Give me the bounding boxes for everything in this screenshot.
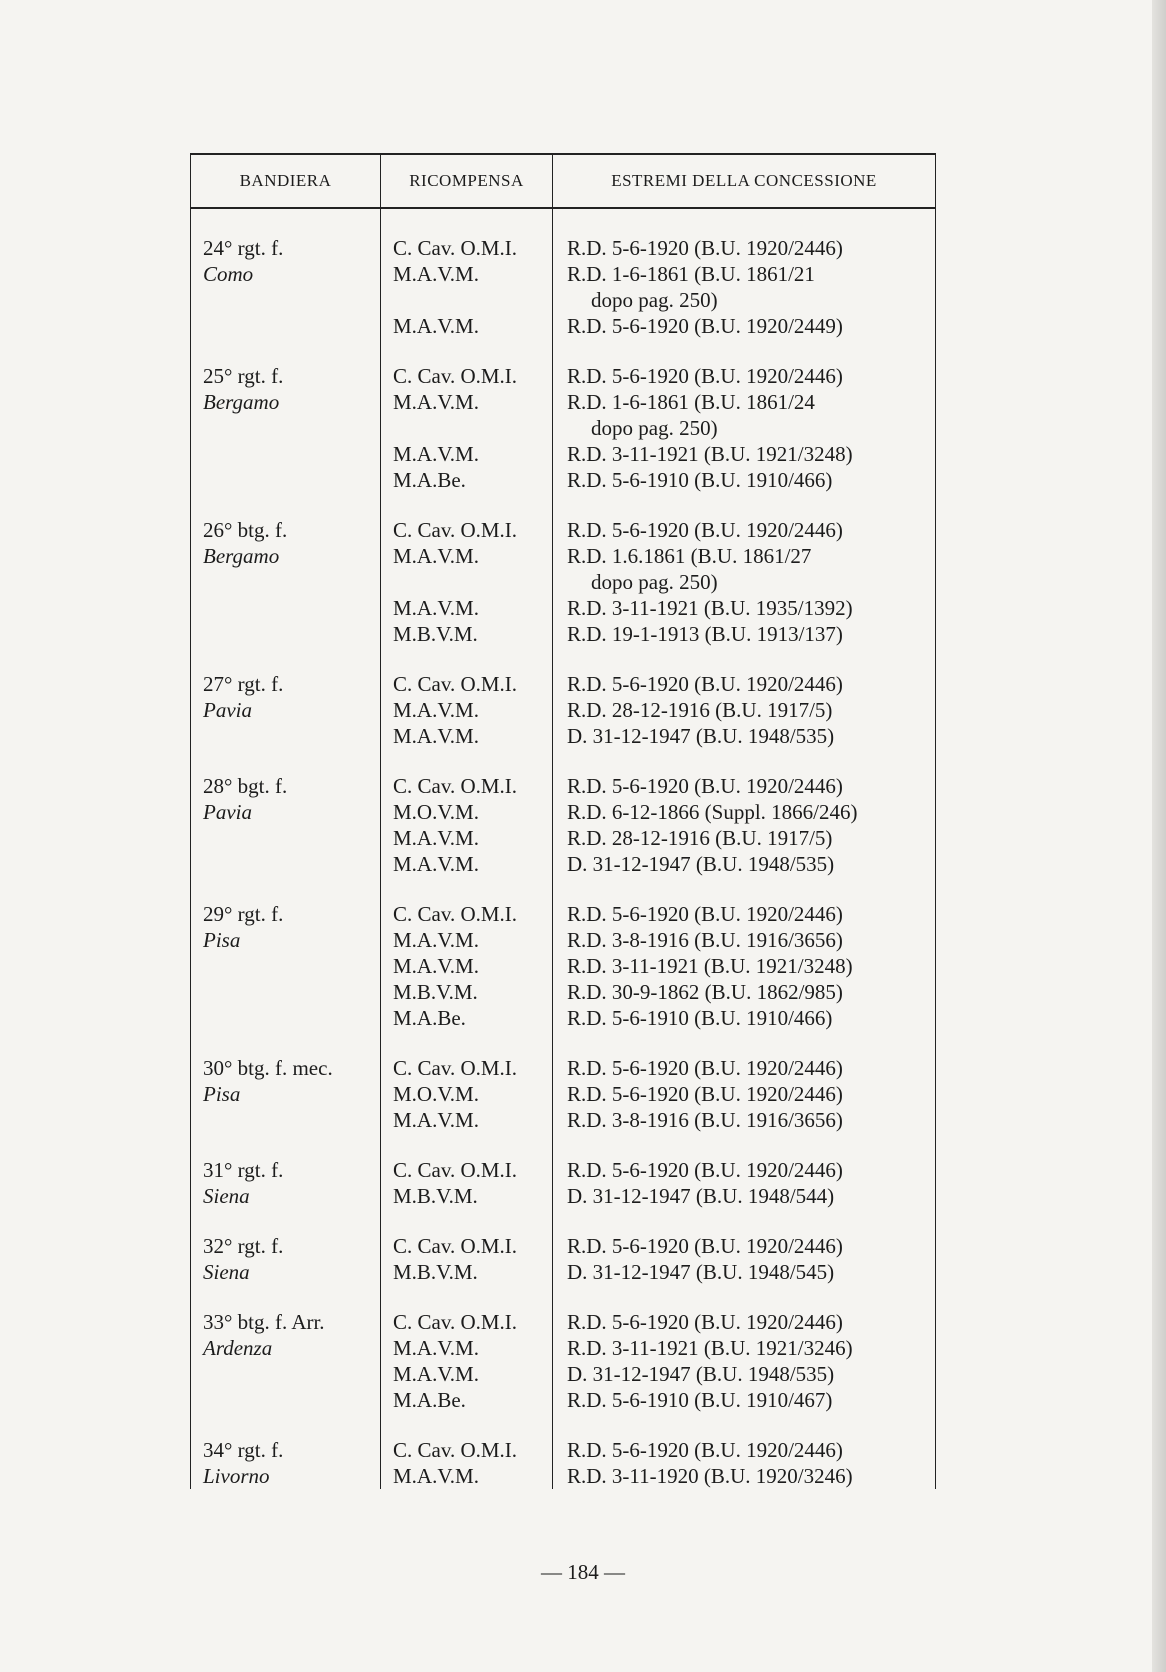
unit-city: Siena	[203, 1184, 250, 1208]
cell-bandiera	[191, 1437, 381, 1489]
cell-ricompensa	[381, 901, 553, 1055]
reference-line: D. 31-12-1947 (B.U. 1948/544)	[567, 1184, 835, 1208]
reference-line: dopo pag. 250)	[591, 570, 718, 594]
reference-line: R.D. 5-6-1910 (B.U. 1910/466)	[567, 1006, 833, 1030]
cell-ricompensa	[381, 1055, 553, 1157]
award-line: M.A.V.M.	[393, 390, 479, 414]
award-line: M.A.V.M.	[393, 724, 479, 748]
cell-estremi	[553, 363, 936, 517]
cell-estremi	[553, 235, 936, 363]
table-row	[191, 1157, 936, 1233]
reference-line: R.D. 28-12-1916 (B.U. 1917/5)	[567, 698, 833, 722]
reference-line: R.D. 3-11-1921 (B.U. 1921/3248)	[567, 442, 853, 466]
unit-city: Livorno	[203, 1464, 270, 1488]
award-line: C. Cav. O.M.I.	[393, 518, 518, 542]
award-line: M.O.V.M.	[393, 1082, 479, 1106]
award-line: C. Cav. O.M.I.	[393, 1310, 518, 1334]
award-line: M.A.V.M.	[393, 826, 479, 850]
cell-ricompensa	[381, 517, 553, 671]
award-line: M.B.V.M.	[393, 1184, 478, 1208]
cell-bandiera	[191, 1055, 381, 1157]
award-line: C. Cav. O.M.I.	[393, 1438, 518, 1462]
cell-estremi	[553, 1437, 936, 1489]
cell-estremi	[553, 671, 936, 773]
reference-line: R.D. 3-11-1921 (B.U. 1921/3246)	[567, 1336, 853, 1360]
award-line: M.A.V.M.	[393, 262, 479, 286]
cell-ricompensa	[381, 671, 553, 773]
award-line: C. Cav. O.M.I.	[393, 364, 518, 388]
reference-line: R.D. 5-6-1920 (B.U. 1920/2446)	[567, 902, 843, 926]
table-row	[191, 1233, 936, 1309]
unit-city: Como	[203, 262, 254, 286]
cell-bandiera	[191, 235, 381, 363]
cell-ricompensa	[381, 1437, 553, 1489]
reference-line: R.D. 5-6-1920 (B.U. 1920/2446)	[567, 1082, 843, 1106]
unit-city: Bergamo	[203, 544, 280, 568]
unit-city: Pisa	[203, 928, 241, 952]
cell-estremi	[553, 901, 936, 1055]
table-row	[191, 1055, 936, 1157]
reference-line: R.D. 5-6-1920 (B.U. 1920/2446)	[567, 1158, 843, 1182]
cell-bandiera	[191, 901, 381, 1055]
table-spacer	[191, 208, 936, 235]
cell-ricompensa	[381, 1157, 553, 1233]
reference-line: R.D. 5-6-1920 (B.U. 1920/2446)	[567, 364, 843, 388]
reference-line: R.D. 5-6-1920 (B.U. 1920/2446)	[567, 774, 843, 798]
unit-city: Siena	[203, 1260, 250, 1284]
award-line: C. Cav. O.M.I.	[393, 774, 518, 798]
award-line: C. Cav. O.M.I.	[393, 1056, 518, 1080]
award-line: M.A.Be.	[393, 468, 466, 492]
unit-name: 27° rgt. f.	[203, 672, 284, 696]
unit-name: 28° bgt. f.	[203, 774, 288, 798]
unit-city: Bergamo	[203, 390, 280, 414]
reference-line: D. 31-12-1947 (B.U. 1948/535)	[567, 852, 835, 876]
award-line	[393, 415, 552, 441]
reference-line: R.D. 6-12-1866 (Suppl. 1866/246)	[567, 800, 858, 824]
reference-line: R.D. 19-1-1913 (B.U. 1913/137)	[567, 622, 843, 646]
concessions-table	[190, 153, 936, 1489]
cell-estremi	[553, 1233, 936, 1309]
cell-bandiera	[191, 671, 381, 773]
award-line: M.B.V.M.	[393, 1260, 478, 1284]
unit-name: 25° rgt. f.	[203, 364, 284, 388]
cell-bandiera	[191, 1157, 381, 1233]
award-line: M.A.Be.	[393, 1388, 466, 1412]
reference-line: R.D. 3-8-1916 (B.U. 1916/3656)	[567, 928, 843, 952]
reference-line: R.D. 5-6-1920 (B.U. 1920/2446)	[567, 1310, 843, 1334]
cell-bandiera	[191, 517, 381, 671]
award-line: M.O.V.M.	[393, 800, 479, 824]
table-row	[191, 235, 936, 363]
reference-line: R.D. 3-11-1921 (B.U. 1935/1392)	[567, 596, 853, 620]
unit-name: 30° btg. f. mec.	[203, 1056, 333, 1080]
cell-ricompensa	[381, 363, 553, 517]
award-line: M.A.Be.	[393, 1006, 466, 1030]
reference-line: dopo pag. 250)	[591, 416, 718, 440]
reference-line: R.D. 1.6.1861 (B.U. 1861/27	[567, 544, 812, 568]
reference-line: dopo pag. 250)	[591, 288, 718, 312]
reference-line: R.D. 5-6-1920 (B.U. 1920/2446)	[567, 1056, 843, 1080]
unit-name: 29° rgt. f.	[203, 902, 284, 926]
award-line: M.A.V.M.	[393, 928, 479, 952]
cell-ricompensa	[381, 1233, 553, 1309]
cell-ricompensa	[381, 1309, 553, 1437]
header-bandiera: BANDIERA	[191, 154, 381, 208]
cell-estremi	[553, 517, 936, 671]
unit-name: 26° btg. f.	[203, 518, 288, 542]
award-line: M.A.V.M.	[393, 852, 479, 876]
reference-line: D. 31-12-1947 (B.U. 1948/545)	[567, 1260, 835, 1284]
award-line: M.A.V.M.	[393, 1108, 479, 1132]
cell-ricompensa	[381, 773, 553, 901]
reference-line: R.D. 28-12-1916 (B.U. 1917/5)	[567, 826, 833, 850]
award-line: M.A.V.M.	[393, 314, 479, 338]
reference-line: D. 31-12-1947 (B.U. 1948/535)	[567, 1362, 835, 1386]
award-line: M.B.V.M.	[393, 980, 478, 1004]
cell-estremi	[553, 1309, 936, 1437]
reference-line: R.D. 5-6-1920 (B.U. 1920/2449)	[567, 314, 843, 338]
unit-name: 24° rgt. f.	[203, 236, 284, 260]
table-body	[191, 208, 936, 1489]
header-ricompensa: RICOMPENSA	[381, 154, 553, 208]
cell-bandiera	[191, 1233, 381, 1309]
cell-estremi	[553, 1055, 936, 1157]
cell-bandiera	[191, 363, 381, 517]
reference-line: R.D. 5-6-1920 (B.U. 1920/2446)	[567, 518, 843, 542]
unit-city: Pisa	[203, 1082, 241, 1106]
award-line: M.A.V.M.	[393, 544, 479, 568]
unit-name: 33° btg. f. Arr.	[203, 1310, 325, 1334]
table-row	[191, 363, 936, 517]
award-line: C. Cav. O.M.I.	[393, 902, 518, 926]
award-line: C. Cav. O.M.I.	[393, 1234, 518, 1258]
reference-line: R.D. 1-6-1861 (B.U. 1861/24	[567, 390, 815, 414]
table-header-row	[191, 154, 936, 208]
reference-line: R.D. 3-8-1916 (B.U. 1916/3656)	[567, 1108, 843, 1132]
unit-name: 32° rgt. f.	[203, 1234, 284, 1258]
reference-line: R.D. 5-6-1920 (B.U. 1920/2446)	[567, 236, 843, 260]
scan-edge	[1152, 0, 1166, 1672]
reference-line: R.D. 5-6-1920 (B.U. 1920/2446)	[567, 672, 843, 696]
reference-line: R.D. 3-11-1921 (B.U. 1921/3248)	[567, 954, 853, 978]
reference-line: R.D. 5-6-1920 (B.U. 1920/2446)	[567, 1234, 843, 1258]
award-line	[393, 569, 552, 595]
award-line: M.A.V.M.	[393, 954, 479, 978]
table-row	[191, 517, 936, 671]
table-row	[191, 1437, 936, 1489]
award-line: M.A.V.M.	[393, 1464, 479, 1488]
award-line: M.A.V.M.	[393, 442, 479, 466]
table-row	[191, 901, 936, 1055]
reference-line: R.D. 5-6-1910 (B.U. 1910/466)	[567, 468, 833, 492]
unit-name: 34° rgt. f.	[203, 1438, 284, 1462]
unit-city: Pavia	[203, 800, 252, 824]
cell-estremi	[553, 1157, 936, 1233]
unit-city: Ardenza	[203, 1336, 273, 1360]
award-line: C. Cav. O.M.I.	[393, 1158, 518, 1182]
table-row	[191, 671, 936, 773]
table-row	[191, 773, 936, 901]
award-line: C. Cav. O.M.I.	[393, 236, 518, 260]
reference-line: D. 31-12-1947 (B.U. 1948/535)	[567, 724, 835, 748]
reference-line: R.D. 5-6-1920 (B.U. 1920/2446)	[567, 1438, 843, 1462]
unit-name: 31° rgt. f.	[203, 1158, 284, 1182]
page-number: — 184 —	[541, 1560, 625, 1584]
header-estremi: ESTREMI DELLA CONCESSIONE	[553, 154, 936, 208]
cell-estremi	[553, 773, 936, 901]
reference-line: R.D. 5-6-1910 (B.U. 1910/467)	[567, 1388, 833, 1412]
award-line: M.A.V.M.	[393, 698, 479, 722]
award-line: M.A.V.M.	[393, 1336, 479, 1360]
cell-bandiera	[191, 1309, 381, 1437]
unit-city: Pavia	[203, 698, 252, 722]
reference-line: R.D. 3-11-1920 (B.U. 1920/3246)	[567, 1464, 853, 1488]
award-line: M.A.V.M.	[393, 596, 479, 620]
award-line	[393, 287, 552, 313]
reference-line: R.D. 1-6-1861 (B.U. 1861/21	[567, 262, 815, 286]
table-row	[191, 1309, 936, 1437]
award-line: M.B.V.M.	[393, 622, 478, 646]
cell-ricompensa	[381, 235, 553, 363]
cell-bandiera	[191, 773, 381, 901]
award-line: C. Cav. O.M.I.	[393, 672, 518, 696]
reference-line: R.D. 30-9-1862 (B.U. 1862/985)	[567, 980, 843, 1004]
award-line: M.A.V.M.	[393, 1362, 479, 1386]
